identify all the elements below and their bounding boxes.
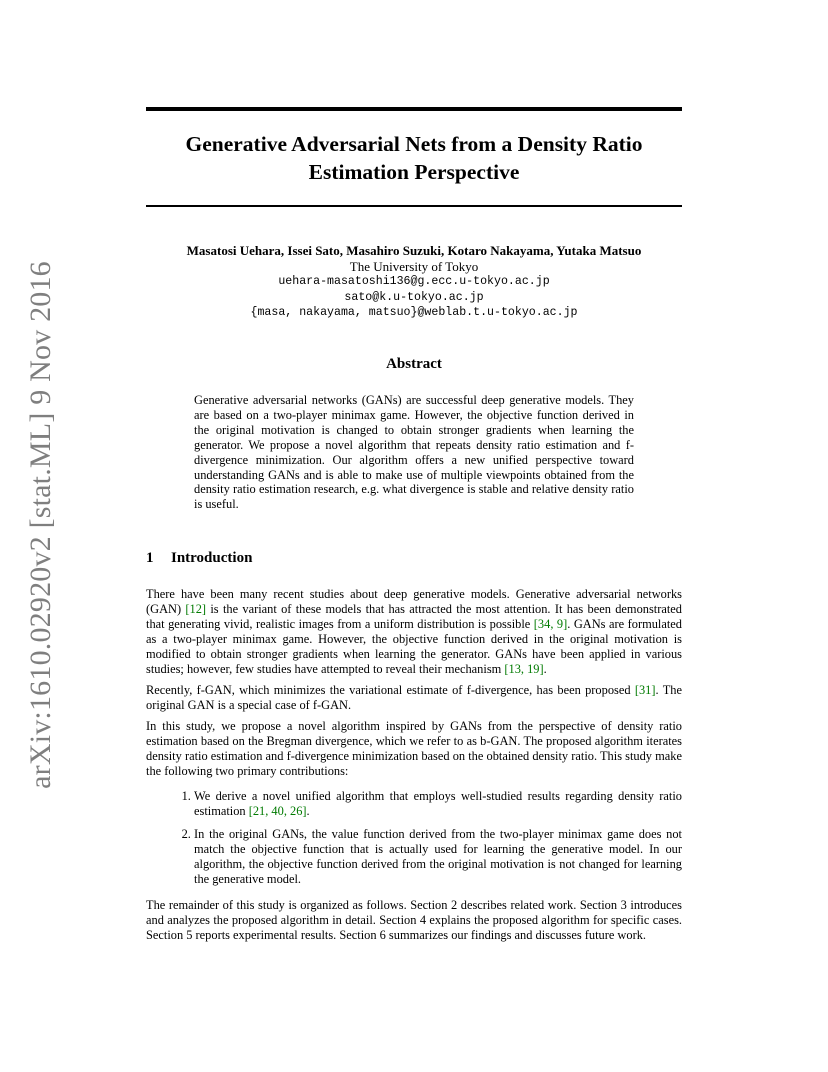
paragraph-2-text-a: Recently, f-GAN, which minimizes the variational estimate of f-divergence, has been proposed <box>146 683 635 697</box>
section-body <box>146 587 682 949</box>
email-1: uehara-masatoshi136@g.ecc.u-tokyo.ac.jp <box>278 275 550 288</box>
email-2: sato@k.u-tokyo.ac.jp <box>344 290 484 304</box>
citation-link[interactable]: [21, 40, 26] <box>248 804 307 818</box>
section-heading <box>146 550 252 567</box>
paragraph-2-text-b: . The original GAN is a special case of f-GAN. <box>146 683 682 712</box>
citation-link[interactable]: [13, 19] <box>504 662 544 676</box>
paragraph-2 <box>146 683 682 713</box>
email-3: {masa, nakayama, matsuo}@weblab.t.u-tokyo.ac.jp <box>250 306 578 319</box>
abstract-heading: Abstract <box>386 356 442 372</box>
section-title: Introduction <box>171 550 253 566</box>
paragraph-3: In this study, we propose a novel algorithm inspired by GANs from the perspective of density ratio estimation based on the Bregman divergence, which we refer to as b-GAN. The proposed algorithm iterates density ratio estimation and f-divergence minimization based on the obtained density ratio. This study make the following two primary contributions: <box>146 719 682 778</box>
citation-link[interactable]: [31] <box>634 683 656 697</box>
contribution-item-2: 2. In the original GANs, the value function derived from the two-player minimax game does not match the objective function that is actually used for learning the generative model. In our algorithm, the objective function derived from the original motivation is not changed for learning the generative model. <box>194 827 682 887</box>
paragraph-1 <box>146 587 682 677</box>
arxiv-side-stamp-box <box>16 260 66 789</box>
title-top-rule <box>146 107 682 111</box>
paragraph-1-text-c: . GANs are formulated as a two-player minimax game. However, the objective function derived in the original motivation is modified to obtain stronger gradients when learning the generator. GANs have been applied in various studies; however, few studies have attempted to reveal their mechanism <box>146 617 682 676</box>
title-bottom-rule <box>146 205 682 207</box>
contribution-list <box>146 789 682 887</box>
paragraph-1-text-a: There have been many recent studies about deep generative models. Generative adversarial networks (GAN) <box>146 587 682 616</box>
author-names: Masatosi Uehara, Issei Sato, Masahiro Suzuki, Kotaro Nakayama, Yutaka Matsuo <box>186 243 642 258</box>
paragraph-1-text-b: is the variant of these models that has attracted the most attention. It has been demonstrated that generating vivid, realistic images from a uniform distribution is possible <box>146 602 682 631</box>
paragraph-4: The remainder of this study is organized as follows. Section 2 describes related work. Section 3 introduces and analyzes the proposed algorithm in detail. Section 4 explains the proposed algorithm for specific cases. Section 5 reports experimental results. Section 6 summarizes our findings and discusses future work. <box>146 898 682 942</box>
paragraph-1-text-d: . <box>543 662 547 676</box>
paper-title: Generative Adversarial Nets from a Density Ratio Estimation Perspective <box>185 132 643 184</box>
contribution-item-1 <box>194 789 682 819</box>
section-number: 1 <box>146 550 154 566</box>
citation-link[interactable]: [34, 9] <box>533 617 568 631</box>
affiliation: The University of Tokyo <box>349 258 479 274</box>
arxiv-side-stamp: arXiv:1610.02920v2 [stat.ML] 9 Nov 2016 <box>24 260 57 789</box>
citation-link[interactable]: [12] <box>185 602 207 616</box>
abstract-text: Generative adversarial networks (GANs) are successful deep generative models. They are based on a two-player minimax game. However, the objective function derived in the original motivation is changed to obtain stronger gradients when learning the generator. We propose a novel algorithm that repeats density ratio estimation and f-divergence minimization. Our algorithm offers a new unified perspective toward understanding GANs and is able to make use of multiple viewpoints obtained from the density ratio estimation research, e.g. what divergence is stable and relative density ratio is useful. <box>194 393 634 512</box>
contribution-item-1-text: We derive a novel unified algorithm that employs well-studied results regarding density ratio estimation <box>194 789 682 818</box>
contribution-item-1-end: . <box>306 804 310 818</box>
author-block <box>146 243 682 321</box>
